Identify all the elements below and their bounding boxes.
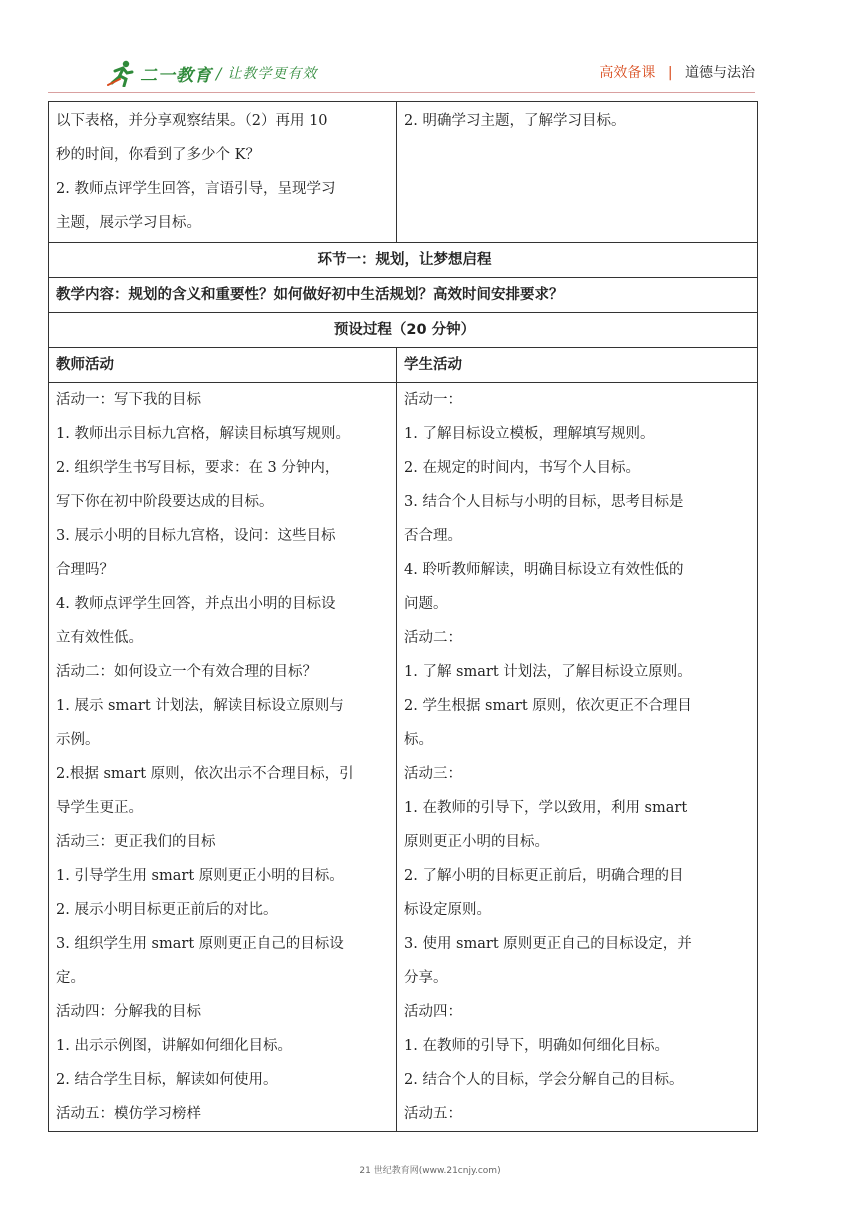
table-row-section-title xyxy=(49,243,758,278)
teaching-content: 教学内容：规划的含义和重要性？如何做好初中生活规划？高效时间安排要求？ xyxy=(49,278,758,313)
teacher-activity-line: 2. 组织学生书写目标，要求：在 3 分钟内， xyxy=(56,460,340,476)
table-row-column-headers xyxy=(49,348,758,383)
student-activity-line: 1. 了解目标设立模板，理解填写规则。 xyxy=(404,426,655,442)
column-header-student: 学生活动 xyxy=(397,348,758,383)
student-activities-cell xyxy=(397,383,758,1132)
teacher-activity-line: 示例。 xyxy=(56,732,100,748)
teacher-activities-cell xyxy=(49,383,397,1132)
student-activity-line: 4. 聆听教师解读，明确目标设立有效性低的 xyxy=(404,562,684,578)
student-activity-line: 1. 了解 smart 计划法，了解目标设立原则。 xyxy=(404,664,692,680)
intro-student-cell xyxy=(397,102,758,243)
student-activity-line: 2. 结合个人的目标，学会分解自己的目标。 xyxy=(404,1072,684,1088)
process-title: 预设过程（20 分钟） xyxy=(49,313,758,348)
student-activity-line: 活动三： xyxy=(404,766,462,782)
table-row-intro xyxy=(49,102,758,243)
slogan-slash: / xyxy=(216,63,222,83)
student-activity-line: 1. 在教师的引导下，学以致用，利用 smart xyxy=(404,800,688,816)
teacher-activity-line: 活动五：模仿学习榜样 xyxy=(56,1106,201,1122)
runner-logo-icon xyxy=(106,59,136,87)
column-header-teacher: 教师活动 xyxy=(49,348,397,383)
student-activity-line: 标设定原则。 xyxy=(404,902,491,918)
student-activity-line: 3. 结合个人目标与小明的目标，思考目标是 xyxy=(404,494,684,510)
teacher-activity-line: 2.根据 smart 原则，依次出示不合理目标，引 xyxy=(56,766,354,782)
teacher-activity-line: 4. 教师点评学生回答，并点出小明的目标设 xyxy=(56,596,336,612)
header-separator: | xyxy=(667,65,673,81)
teacher-activity-line: 2. 结合学生目标，解读如何使用。 xyxy=(56,1072,278,1088)
teacher-activity-line: 1. 展示 smart 计划法，解读目标设立原则与 xyxy=(56,698,344,714)
student-activity-line: 2. 了解小明的目标更正前后，明确合理的目 xyxy=(404,868,684,884)
teacher-activity-line: 活动三：更正我们的目标 xyxy=(56,834,216,850)
student-activity-line: 活动二： xyxy=(404,630,462,646)
intro-student-line: 2. 明确学习主题，了解学习目标。 xyxy=(404,113,626,129)
header-label-subject: 道德与法治 xyxy=(685,65,755,81)
teacher-activity-line: 1. 出示示例图，讲解如何细化目标。 xyxy=(56,1038,292,1054)
student-activity-line: 活动一： xyxy=(404,392,462,408)
student-activity-line: 3. 使用 smart 原则更正自己的目标设定，并 xyxy=(404,936,692,952)
teacher-activity-line: 合理吗？ xyxy=(56,562,114,578)
teacher-activity-line: 1. 引导学生用 smart 原则更正小明的目标。 xyxy=(56,868,344,884)
intro-teacher-line: 以下表格，并分享观察结果。（2）再用 10 xyxy=(56,113,328,129)
teacher-activity-line: 导学生更正。 xyxy=(56,800,143,816)
brand-name: 二一教育 xyxy=(140,65,212,86)
header-right xyxy=(599,62,755,82)
teacher-activity-line: 2. 展示小明目标更正前后的对比。 xyxy=(56,902,278,918)
intro-teacher-line: 2. 教师点评学生回答，言语引导，呈现学习 xyxy=(56,181,336,197)
student-activity-line: 2. 学生根据 smart 原则，依次更正不合理目 xyxy=(404,698,692,714)
student-activity-line: 否合理。 xyxy=(404,528,462,544)
table-row-process-title xyxy=(49,313,758,348)
teacher-activity-line: 3. 展示小明的目标九宫格，设问：这些目标 xyxy=(56,528,336,544)
intro-teacher-cell xyxy=(49,102,397,243)
brand-slogan: 让教学更有效 xyxy=(227,66,318,82)
intro-teacher-line: 主题，展示学习目标。 xyxy=(56,215,201,231)
teacher-activity-line: 1. 教师出示目标九宫格，解读目标填写规则。 xyxy=(56,426,350,442)
table-row-activities xyxy=(49,383,758,1132)
teacher-activity-line: 3. 组织学生用 smart 原则更正自己的目标设 xyxy=(56,936,344,952)
student-activity-line: 1. 在教师的引导下，明确如何细化目标。 xyxy=(404,1038,669,1054)
student-activity-line: 活动五： xyxy=(404,1106,462,1122)
logo xyxy=(106,58,317,88)
student-activity-line: 问题。 xyxy=(404,596,448,612)
student-activity-line: 标。 xyxy=(404,732,433,748)
intro-teacher-line: 秒的时间，你看到了多少个 K？ xyxy=(56,147,260,163)
page-header xyxy=(48,54,755,93)
student-activity-line: 原则更正小明的目标。 xyxy=(404,834,549,850)
page-footer: 21 世纪教育网(www.21cnjy.com) xyxy=(359,1166,501,1176)
table-row-content xyxy=(49,278,758,313)
teacher-activity-line: 活动四：分解我的目标 xyxy=(56,1004,201,1020)
student-activity-line: 分享。 xyxy=(404,970,448,986)
teacher-activity-line: 活动一：写下我的目标 xyxy=(56,392,201,408)
teacher-activity-line: 定。 xyxy=(56,970,85,986)
section-title: 环节一：规划，让梦想启程 xyxy=(49,243,758,278)
teacher-activity-line: 活动二：如何设立一个有效合理的目标？ xyxy=(56,664,317,680)
student-activity-line: 活动四： xyxy=(404,1004,462,1020)
header-label-efficient-prep: 高效备课 xyxy=(599,65,656,81)
teacher-activity-line: 写下你在初中阶段要达成的目标。 xyxy=(56,494,274,510)
teacher-activity-line: 立有效性低。 xyxy=(56,630,143,646)
student-activity-line: 2. 在规定的时间内，书写个人目标。 xyxy=(404,460,640,476)
lesson-plan-table xyxy=(48,101,758,1132)
